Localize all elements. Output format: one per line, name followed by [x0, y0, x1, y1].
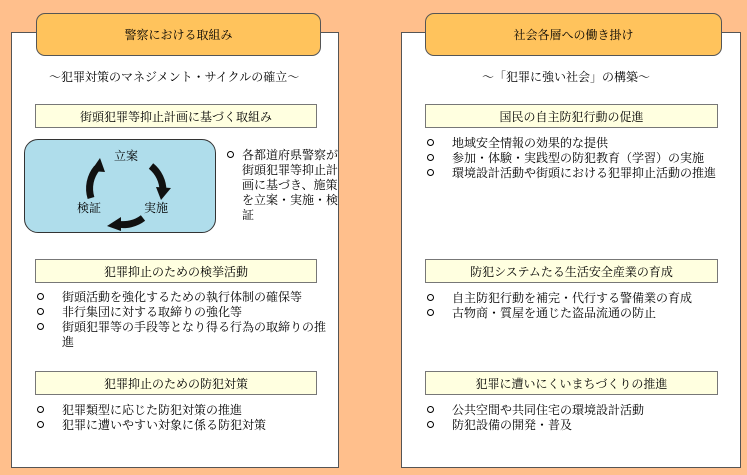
safe-town-planning-list — [427, 403, 725, 433]
list-item — [37, 418, 329, 433]
security-industry-list — [427, 291, 725, 321]
section-title: 防犯システムたる生活安全産業の育成 — [470, 264, 673, 279]
list-item — [427, 403, 725, 418]
society-outreach-header — [425, 13, 722, 56]
bullet-icon — [427, 421, 434, 428]
section-citizen-crime-prevention — [425, 104, 718, 128]
section-crime-prevention-measures — [35, 371, 317, 395]
list-item — [427, 151, 725, 166]
cycle-label-plan: 立案 — [114, 149, 139, 163]
list-item-text: 古物商・質屋を通じた盗品流通の防止 — [452, 306, 657, 320]
list-item — [427, 306, 725, 321]
bullet-icon — [427, 169, 434, 176]
police-efforts-header — [36, 13, 321, 56]
note-text: 各都道府県警察が街頭犯罪等抑止計画に基づき、施策を立案・実施・検証 — [242, 148, 339, 222]
list-item — [427, 291, 725, 306]
bullet-icon — [37, 323, 44, 330]
police-efforts-title: 警察における取組み — [124, 28, 233, 42]
bullet-icon — [427, 406, 434, 413]
arrowhead-bottom — [107, 217, 121, 231]
section-arrest-activities — [35, 259, 317, 283]
list-item — [427, 136, 725, 151]
list-item — [427, 166, 725, 181]
list-item — [427, 418, 725, 433]
list-item-text: 街頭犯罪等の手段等となり得る行為の取締りの推進 — [62, 320, 327, 349]
bullet-icon — [427, 309, 434, 316]
bullet-icon — [427, 294, 434, 301]
list-item-text: 地域安全情報の効果的な提供 — [452, 136, 609, 150]
arrowhead-left — [91, 158, 105, 172]
list-item-text: 非行集団に対する取締りの強化等 — [62, 305, 243, 319]
list-item-text: 自主防犯行動を補完・代行する警備業の育成 — [452, 291, 693, 305]
section-title: 街頭犯罪等抑止計画に基づく取組み — [79, 109, 272, 124]
bullet-icon — [37, 421, 44, 428]
list-item — [37, 403, 329, 418]
prefectural-police-note — [227, 148, 339, 223]
citizen-crime-prevention-list — [427, 136, 725, 181]
bullet-icon — [37, 308, 44, 315]
list-item-text: 環境設計活動や街頭における犯罪抑止活動の推進 — [452, 166, 717, 180]
list-item-text: 防犯設備の開発・普及 — [452, 418, 573, 432]
list-item-text: 参加・体験・実践型の防犯教育（学習）の実施 — [452, 151, 705, 165]
left-subtitle: ～犯罪対策のマネジメント・サイクルの確立～ — [49, 70, 300, 84]
section-title: 犯罪抑止のための防犯対策 — [103, 376, 248, 391]
section-safe-town-planning — [425, 371, 718, 395]
list-item-text: 公共空間や共同住宅の環境設計活動 — [452, 403, 645, 417]
section-title: 国民の自主防犯行動の促進 — [499, 109, 644, 124]
list-item-text: 犯罪類型に応じた防犯対策の推進 — [62, 403, 243, 417]
list-item-text: 犯罪に遭いやすい対象に係る防犯対策 — [62, 418, 267, 432]
section-street-crime-plan — [35, 104, 317, 128]
management-cycle-diagram — [24, 139, 216, 233]
section-security-industry — [425, 259, 718, 283]
bullet-icon — [227, 151, 234, 158]
bullet-icon — [427, 154, 434, 161]
section-title: 犯罪に遭いにくいまちづくりの推進 — [475, 376, 668, 391]
list-item-text: 街頭活動を強化するための執行体制の確保等 — [62, 290, 303, 304]
bullet-icon — [37, 293, 44, 300]
cycle-label-verify: 検証 — [77, 201, 102, 215]
list-item — [37, 305, 329, 320]
bullet-icon — [427, 139, 434, 146]
section-title: 犯罪抑止のための検挙活動 — [103, 264, 248, 279]
arrest-activities-list — [37, 290, 329, 350]
cycle-label-implement: 実施 — [144, 201, 169, 215]
list-item — [37, 290, 329, 305]
right-subtitle: ～「犯罪に強い社会」の構築～ — [482, 70, 651, 84]
crime-prevention-list — [37, 403, 329, 433]
bullet-icon — [37, 406, 44, 413]
society-outreach-title: 社会各層への働き掛け — [513, 28, 634, 42]
list-item — [37, 320, 329, 350]
cycle-arrow-verify-to-plan — [90, 168, 97, 198]
